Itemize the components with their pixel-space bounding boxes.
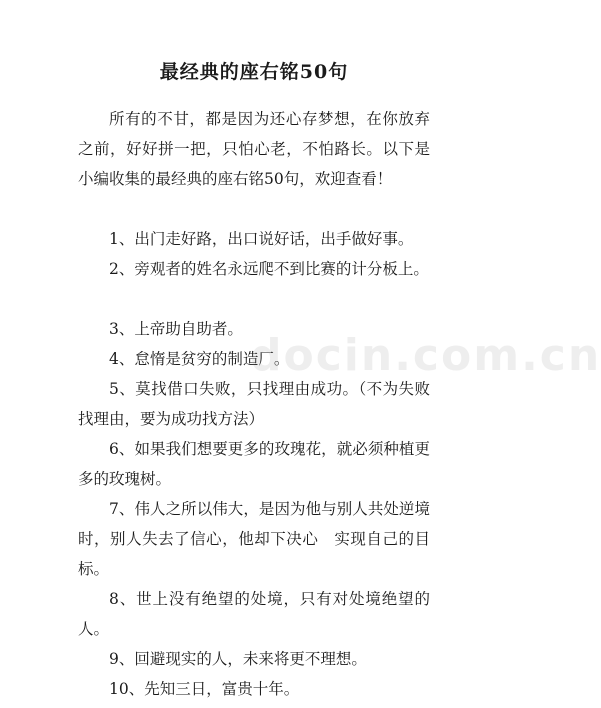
watermark: docin.com.cn xyxy=(250,330,601,381)
motto-item-2: 2、旁观者的姓名永远爬不到比赛的计分板上。 xyxy=(109,260,429,278)
motto-item-7: 7、伟人之所以伟大，是因为他与别人共处逆境时，别人失去了信心，他却下决心 实现自己的目标。 xyxy=(78,500,430,578)
document-title: 最经典的座右铭50句 xyxy=(159,61,349,83)
motto-item-6: 6、如果我们想要更多的玫瑰花，就必须种植更多的玫瑰树。 xyxy=(78,440,430,488)
motto-item-9: 9、回避现实的人，未来将更不理想。 xyxy=(109,650,367,668)
motto-list-group-2 xyxy=(78,314,430,704)
motto-item-10: 10、先知三日，富贵十年。 xyxy=(109,680,300,698)
intro-paragraph: 所有的不甘，都是因为还心存梦想，在你放弃之前，好好拼一把，只怕心老，不怕路长。以下是小编收集的最经典的座右铭50句，欢迎查看！ xyxy=(78,110,430,188)
spacer xyxy=(78,284,430,314)
document-page xyxy=(78,58,430,704)
motto-item-4: 4、怠惰是贫穷的制造厂。 xyxy=(109,350,290,368)
motto-item-8: 8、世上没有绝望的处境，只有对处境绝望的人。 xyxy=(78,590,430,638)
motto-list-group-1 xyxy=(78,224,430,284)
motto-item-5: 5、莫找借口失败，只找理由成功。（不为失败找理由，要为成功找方法） xyxy=(78,380,430,428)
motto-item-1: 1、出门走好路，出口说好话，出手做好事。 xyxy=(109,230,414,248)
motto-item-3: 3、上帝助自助者。 xyxy=(109,320,243,338)
